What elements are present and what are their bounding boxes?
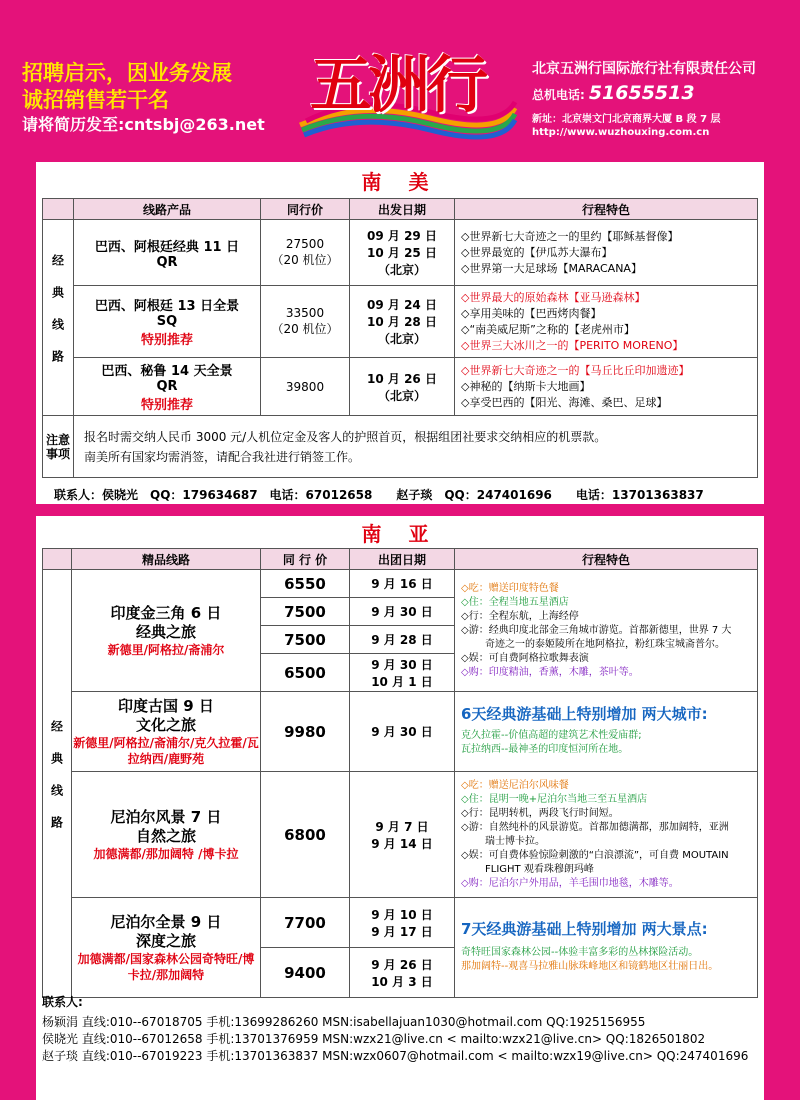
feature: 瑞士博卡拉。 [485,835,545,847]
price: 6500 [261,654,350,692]
feature: FLIGHT 观看珠穆朗玛峰 [485,863,594,875]
phone-label: 总机电话: [532,88,585,102]
date: 9 月 10 日 [371,907,433,922]
route-subtitle: 自然之旅 [135,826,196,845]
date: 9 月 16 日 [350,570,455,598]
feature: ◇行：全程东航，上海经停 [461,610,579,622]
features-cell [455,898,758,998]
date: 9 月 30 日 [350,598,455,626]
date-cell [350,286,455,358]
feature: ◇购：尼泊尔户外用品，羊毛围巾地毯，木雕等。 [461,877,679,889]
route-subtitle: 经典之旅 [135,622,196,641]
header-price: 同行价 [261,199,350,220]
product-cell [74,286,261,358]
header-features: 行程特色 [455,199,758,220]
route-name: 印度古国 9 日 [118,696,214,715]
contact-line: 联系人：侯晓光 QQ：179634687 电话：67012658 赵子琰 QQ：247401696 电话：13701363837 [54,488,704,502]
date: 9 月 28 日 [350,626,455,654]
price: 7500 [261,626,350,654]
header [0,0,800,162]
side-label: 经典线路 [43,220,74,416]
features-cell [455,358,758,416]
phone-number: 51655513 [588,82,695,104]
feature-headline: 7天经典游基础上特别增加 两大景点: [461,919,708,938]
route-cell [72,692,261,772]
header-price: 同 行 价 [261,549,350,570]
table-row [43,220,758,286]
date-city: （北京） [377,332,426,346]
contact-row: 侯晓光 直线:010--67012658 手机:13701376959 MSN:wzx21@live.cn < mailto:wzx21@live.cn> QQ:1826501802 [42,1032,706,1046]
price-note: （20 机位） [271,322,339,336]
header-date: 出团日期 [350,549,455,570]
date: 10 月 3 日 [371,974,433,989]
date: 10 月 28 日 [367,315,437,329]
feature: 克久拉霍--价值高超的建筑艺术性爱庙群; [461,729,642,741]
header-date: 出发日期 [350,199,455,220]
recruit-line-1: 招聘启示，因业务发展 [22,61,232,85]
table-row [43,286,758,358]
date-cell [350,654,455,692]
table-header [43,549,758,570]
product-code: SQ [156,314,178,329]
south-asia-panel [36,516,764,1100]
feature: ◇世界新七大奇迹之一的里约【耶稣基督像】 [461,229,679,243]
price: 6550 [261,570,350,598]
feature: ◇享用美味的【巴西烤肉餐】 [461,306,602,320]
product-code: QR [156,254,178,270]
feature: 瓦拉纳西--最神圣的印度恒河所在地。 [461,743,629,755]
company-phone [532,82,794,104]
contact-row: 杨颖涓 直线:010--67018705 手机:13699286260 MSN:isabellajuan1030@hotmail.com QQ:1925156955 [42,1015,646,1029]
date-cell [350,772,455,898]
south-america-table [42,198,758,478]
logo-text: 五洲行 [310,48,485,121]
date: 10 月 1 日 [371,674,433,689]
route-cell [72,772,261,898]
recruit-line-2: 诚招销售若干名 [22,88,169,112]
feature: ◇购：印度精油，香薰，木雕，茶叶等。 [461,666,639,678]
feature: ◇住：昆明一晚+尼泊尔当地三至五星酒店 [461,793,648,805]
feature: 那加阔特--观喜马拉雅山脉珠峰地区和镜鹤地区壮丽日出。 [461,960,719,972]
route-subtitle: 文化之旅 [135,715,196,734]
note: 南美所有国家均需消签，请配合我社进行销签工作。 [84,449,361,464]
route-cities: 加德满都/国家森林公园奇特旺/博卡拉/那加阔特 [77,951,255,982]
date-cell [350,948,455,998]
price: 39800 [285,379,325,394]
price: 27500 [285,237,325,251]
feature: 奇迹之一的泰姬陵所在地阿格拉，粉红珠宝城斋普尔。 [485,638,725,650]
route-cell [72,570,261,692]
product-name: 巴西、阿根廷 13 日全景 [94,299,240,314]
price: 7700 [261,898,350,948]
header-blank [43,549,72,570]
feature: ◇游：自然纯朴的风景游览。首都加德满都，那加阔特，亚洲 [461,821,729,833]
notes-cell [74,416,758,478]
table-row [43,772,758,898]
price-cell [261,286,350,358]
price: 33500 [285,306,325,320]
note: 报名时需交纳人民币 3000 元/人机位定金及客人的护照首页，根据组团社要求交纳相应的机票款。 [84,429,607,444]
feature: ◇享受巴西的【阳光、海滩、桑巴、足球】 [461,395,668,409]
features-cell [455,220,758,286]
features-cell [455,570,758,692]
route-cities: 新德里/阿格拉/斋浦尔/克久拉霍/瓦拉纳西/鹿野苑 [73,735,259,766]
date: 09 月 29 日 [367,229,437,243]
route-cities: 新德里/阿格拉/斋浦尔 [107,642,225,657]
features-cell [455,772,758,898]
date: 9 月 30 日 [350,692,455,772]
company-address: 新址：北京崇文门北京商界大厦 B 段 7 层 [532,114,721,125]
feature: ◇世界新七大奇迹之一的【马丘比丘印加遗迹】 [461,363,690,377]
date: 9 月 17 日 [371,924,433,939]
south-asia-table [42,548,758,998]
date: 9 月 30 日 [371,657,433,672]
notes-row [43,416,758,478]
date-cell [350,220,455,286]
feature: ◇“南美威尼斯”之称的【老虎州市】 [461,322,635,336]
price-cell [261,220,350,286]
company-info [532,58,794,138]
price: 7500 [261,598,350,626]
logo [290,30,520,140]
date-cell [350,898,455,948]
route-name: 尼泊尔风景 7 日 [110,807,222,826]
header-features: 行程特色 [455,549,758,570]
feature: ◇住：全程当地五星酒店 [461,596,569,608]
south-america-panel [36,162,764,504]
date: 9 月 7 日 [375,819,429,834]
section-title-south-asia: 南 亚 [361,522,439,546]
feature: ◇娱：可自费体验惊险刺激的“白浪漂流”，可自费 MOUTAIN [461,849,729,861]
recommend-tag: 特别推荐 [140,333,193,348]
route-cell [72,898,261,998]
features-cell [455,692,758,772]
feature: ◇行：昆明转机，两段飞行时间短。 [461,807,619,819]
table-header [43,199,758,220]
contact-row: 赵子琰 直线:010--67019223 手机:13701363837 MSN:wzx0607@hotmail.com < mailto:wzx19@live.cn> QQ:247401696 [42,1049,749,1063]
date: 9 月 26 日 [371,957,433,972]
route-name: 印度金三角 6 日 [110,603,222,622]
route-name: 尼泊尔全景 9 日 [110,912,222,931]
feature: ◇世界第一大足球场【MARACANA】 [461,261,642,275]
header-blank [43,199,74,220]
date: 10 月 25 日 [367,246,437,260]
product-cell [74,358,261,416]
feature: ◇娱：可自费阿格拉歌舞表演 [461,652,589,664]
feature: ◇吃：赠送印度特色餐 [461,582,559,594]
product-code: QR [156,379,178,394]
price: 6800 [261,772,350,898]
header-product: 线路产品 [74,199,261,220]
date-city: （北京） [377,388,426,403]
table-row [43,570,758,598]
contacts-label: 联系人: [42,995,83,1009]
side-label: 经典线路 [43,570,72,998]
price: 9400 [261,948,350,998]
table-row [43,898,758,948]
date: 10 月 26 日 [367,371,437,386]
route-cities: 加德满都/那加阔特 /博卡拉 [93,846,239,861]
section-title-south-america: 南 美 [361,170,439,194]
route-subtitle: 深度之旅 [135,931,196,950]
table-row [43,692,758,772]
date: 09 月 24 日 [367,298,437,312]
price-cell [261,358,350,416]
date: 9 月 14 日 [371,836,433,851]
product-cell [74,220,261,286]
company-website: http://www.wuzhouxing.com.cn [532,127,710,138]
product-name: 巴西、秘鲁 14 天全景 [101,364,233,379]
company-name: 北京五洲行国际旅行社有限责任公司 [532,61,756,77]
notes-label: 注意事项 [43,416,74,478]
recommend-tag: 特别推荐 [140,398,193,413]
contacts-list [42,1014,748,1065]
product-name: 巴西、阿根廷经典 11 日 [94,239,240,255]
features-cell [455,286,758,358]
feature: ◇神秘的【纳斯卡大地画】 [461,379,591,393]
feature: 奇特旺国家森林公园--体验丰富多彩的丛林探险活动。 [461,946,699,958]
price-note: （20 机位） [271,253,339,267]
feature: ◇游：经典印度北部金三角城市游览。首都新德里，世界 7 大 [461,624,732,636]
feature: ◇世界三大冰川之一的【PERITO MORENO】 [461,338,684,352]
date-cell [350,358,455,416]
price: 9980 [261,692,350,772]
feature: ◇吃：赠送尼泊尔风味餐 [461,779,569,791]
feature-headline: 6天经典游基础上特别增加 两大城市: [461,704,708,723]
recruit-email: 请将简历发至:cntsbj@263.net [22,115,265,134]
header-route: 精品线路 [72,549,261,570]
feature: ◇世界最大的原始森林【亚马逊森林】 [461,290,646,304]
table-row [43,358,758,416]
recruitment-notice [22,60,265,136]
date-city: （北京） [377,263,426,277]
feature: ◇世界最宽的【伊瓜苏大瀑布】 [461,245,613,259]
